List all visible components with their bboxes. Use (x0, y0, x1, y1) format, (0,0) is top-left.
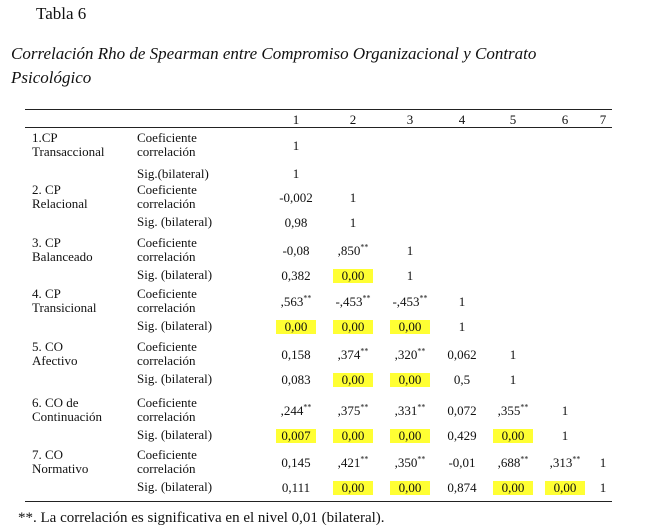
coefficient-label (137, 287, 247, 315)
significance-marker: ** (417, 346, 426, 356)
coefficient-number: ,313 (549, 455, 573, 470)
variable-name-line-2: Continuación (32, 409, 103, 424)
significance-value-highlighted: 0,00 (390, 429, 430, 443)
coefficient-number: -0,01 (448, 455, 476, 470)
table-footnote: **. La correlación es significativa en el nivel 0,01 (bilateral). (18, 510, 385, 526)
coefficient-number: -,453 (335, 294, 363, 309)
coefficient-value (437, 404, 487, 418)
row-variable-name (32, 448, 142, 476)
coefficient-value (328, 244, 378, 258)
coefficient-number: 1 (458, 294, 466, 309)
significance-marker: ** (417, 402, 426, 412)
coefficient-label-line-1: Coeficiente (137, 395, 197, 410)
significance-label: Sig. (bilateral) (137, 214, 213, 229)
significance-value: 1 (509, 372, 517, 387)
variable-name-line-2: Balanceado (32, 249, 93, 264)
significance-marker: ** (360, 346, 369, 356)
coefficient-value (271, 191, 321, 205)
variable-name-line-1: 1.CP (32, 130, 58, 145)
significance-value-highlighted: 0,00 (333, 429, 373, 443)
coefficient-number: ,331 (394, 403, 418, 418)
column-header-4: 4 (458, 112, 466, 127)
coefficient-label (137, 236, 247, 264)
variable-name-line-2: Afectivo (32, 353, 78, 368)
significance-value: 1 (406, 268, 414, 283)
coefficient-label-line-2: correlación (137, 409, 196, 424)
variable-name-line-1: 6. CO de (32, 395, 79, 410)
coefficient-value (385, 295, 435, 309)
table-bottom-rule (25, 501, 612, 502)
significance-value-highlighted: 0,00 (390, 481, 430, 495)
coefficient-value (488, 348, 538, 362)
column-header-6: 6 (561, 112, 569, 127)
coefficient-number: ,688 (497, 455, 521, 470)
table-caption (11, 42, 631, 90)
variable-name-line-2: Relacional (32, 196, 88, 211)
significance-value-highlighted: 0,00 (545, 481, 585, 495)
coefficient-value (385, 456, 435, 470)
coefficient-label (137, 396, 247, 424)
coefficient-label-line-2: correlación (137, 300, 196, 315)
coefficient-number: ,374 (337, 347, 361, 362)
coefficient-number: -0,08 (282, 243, 310, 258)
coefficient-number: ,421 (337, 455, 361, 470)
coefficient-value (437, 456, 487, 470)
coefficient-label-line-2: correlación (137, 144, 196, 159)
coefficient-value (328, 295, 378, 309)
coefficient-label-line-2: correlación (137, 249, 196, 264)
coefficient-value (328, 348, 378, 362)
variable-name-line-1: 4. CP (32, 286, 61, 301)
column-header-2: 2 (349, 112, 357, 127)
column-header-1: 1 (292, 112, 300, 127)
significance-label: Sig.(bilateral) (137, 166, 209, 181)
table-top-rule (25, 109, 612, 110)
row-variable-name (32, 183, 142, 211)
coefficient-value (271, 348, 321, 362)
significance-value: 1 (458, 319, 466, 334)
column-header-5: 5 (509, 112, 517, 127)
significance-value-highlighted: 0,00 (333, 481, 373, 495)
coefficient-label (137, 183, 247, 211)
variable-name-line-1: 5. CO (32, 339, 64, 354)
coefficient-label-line-2: correlación (137, 196, 196, 211)
variable-name-line-2: Transaccional (32, 144, 105, 159)
coefficient-label-line-1: Coeficiente (137, 130, 197, 145)
caption-line-1: Correlación Rho de Spearman entre Compromiso Organizacional y Contrato (11, 44, 537, 63)
significance-value-highlighted: 0,007 (276, 429, 316, 443)
coefficient-number: 1 (292, 138, 300, 153)
coefficient-value (328, 191, 378, 205)
significance-value: 1 (349, 215, 357, 230)
coefficient-number: ,320 (394, 347, 418, 362)
coefficient-number: ,850 (337, 243, 361, 258)
coefficient-value (488, 404, 538, 418)
significance-marker: ** (572, 454, 581, 464)
coefficient-label-line-1: Coeficiente (137, 182, 197, 197)
variable-name-line-2: Normativo (32, 461, 89, 476)
row-variable-name (32, 131, 142, 159)
coefficient-number: 1 (509, 347, 517, 362)
significance-value-highlighted: 0,00 (333, 320, 373, 334)
significance-value-highlighted: 0,00 (333, 373, 373, 387)
coefficient-value (271, 244, 321, 258)
significance-marker: ** (360, 402, 369, 412)
row-variable-name (32, 236, 142, 264)
significance-label: Sig. (bilateral) (137, 479, 213, 494)
significance-value: 0,5 (453, 372, 471, 387)
significance-label: Sig. (bilateral) (137, 427, 213, 442)
significance-marker: ** (520, 454, 529, 464)
coefficient-value (540, 404, 590, 418)
significance-value: 0,429 (447, 428, 477, 443)
significance-value: 0,083 (281, 372, 311, 387)
significance-value-highlighted: 0,00 (493, 429, 533, 443)
significance-value-highlighted: 0,00 (390, 320, 430, 334)
coefficient-number: ,375 (337, 403, 361, 418)
coefficient-label-line-1: Coeficiente (137, 447, 197, 462)
coefficient-number: 0,072 (447, 403, 477, 418)
row-variable-name (32, 340, 142, 368)
significance-value: 1 (292, 166, 300, 181)
coefficient-value (271, 404, 321, 418)
coefficient-number: -,453 (392, 294, 420, 309)
coefficient-number: 1 (349, 190, 357, 205)
column-header-3: 3 (406, 112, 414, 127)
coefficient-number: 0,158 (281, 347, 311, 362)
coefficient-value (437, 348, 487, 362)
coefficient-number: ,350 (394, 455, 418, 470)
coefficient-label-line-2: correlación (137, 461, 196, 476)
coefficient-number: 1 (599, 455, 607, 470)
significance-marker: ** (520, 402, 529, 412)
significance-marker: ** (303, 402, 312, 412)
coefficient-value (385, 244, 435, 258)
column-header-7: 7 (599, 112, 607, 127)
significance-marker: ** (360, 454, 369, 464)
variable-name-line-1: 3. CP (32, 235, 61, 250)
significance-marker: ** (303, 293, 312, 303)
significance-label: Sig. (bilateral) (137, 318, 213, 333)
coefficient-value (385, 348, 435, 362)
caption-line-2: Psicológico (11, 68, 92, 87)
coefficient-number: ,563 (280, 294, 304, 309)
coefficient-value (578, 456, 628, 470)
coefficient-number: ,355 (497, 403, 521, 418)
coefficient-value (385, 404, 435, 418)
coefficient-number: 0,145 (281, 455, 311, 470)
coefficient-value (271, 295, 321, 309)
significance-value: 1 (561, 428, 569, 443)
coefficient-label-line-1: Coeficiente (137, 339, 197, 354)
row-variable-name (32, 396, 142, 424)
coefficient-number: 1 (406, 243, 414, 258)
significance-marker: ** (419, 293, 428, 303)
significance-value: 0,111 (281, 480, 311, 495)
coefficient-value (271, 139, 321, 153)
coefficient-label (137, 448, 247, 476)
coefficient-label-line-1: Coeficiente (137, 235, 197, 250)
significance-value: 0,98 (284, 215, 308, 230)
variable-name-line-1: 7. CO (32, 447, 64, 462)
table-number: Tabla 6 (36, 4, 87, 23)
header-rule (25, 127, 612, 128)
variable-name-line-1: 2. CP (32, 182, 61, 197)
significance-value-highlighted: 0,00 (333, 269, 373, 283)
significance-marker: ** (360, 242, 369, 252)
coefficient-label (137, 131, 247, 159)
significance-label: Sig. (bilateral) (137, 267, 213, 282)
significance-label: Sig. (bilateral) (137, 371, 213, 386)
significance-marker: ** (417, 454, 426, 464)
coefficient-value (488, 456, 538, 470)
coefficient-label (137, 340, 247, 368)
significance-value-highlighted: 0,00 (390, 373, 430, 387)
coefficient-number: -0,002 (279, 190, 313, 205)
significance-marker: ** (362, 293, 371, 303)
significance-value: 0,382 (281, 268, 311, 283)
coefficient-label-line-1: Coeficiente (137, 286, 197, 301)
coefficient-number: 1 (561, 403, 569, 418)
significance-value: 0,874 (447, 480, 477, 495)
row-variable-name (32, 287, 142, 315)
coefficient-number: ,244 (280, 403, 304, 418)
coefficient-number: 0,062 (447, 347, 477, 362)
coefficient-value (328, 456, 378, 470)
significance-value: 1 (599, 480, 607, 495)
variable-name-line-2: Transicional (32, 300, 97, 315)
significance-value-highlighted: 0,00 (276, 320, 316, 334)
coefficient-value (437, 295, 487, 309)
coefficient-value (271, 456, 321, 470)
coefficient-value (328, 404, 378, 418)
significance-value-highlighted: 0,00 (493, 481, 533, 495)
coefficient-label-line-2: correlación (137, 353, 196, 368)
